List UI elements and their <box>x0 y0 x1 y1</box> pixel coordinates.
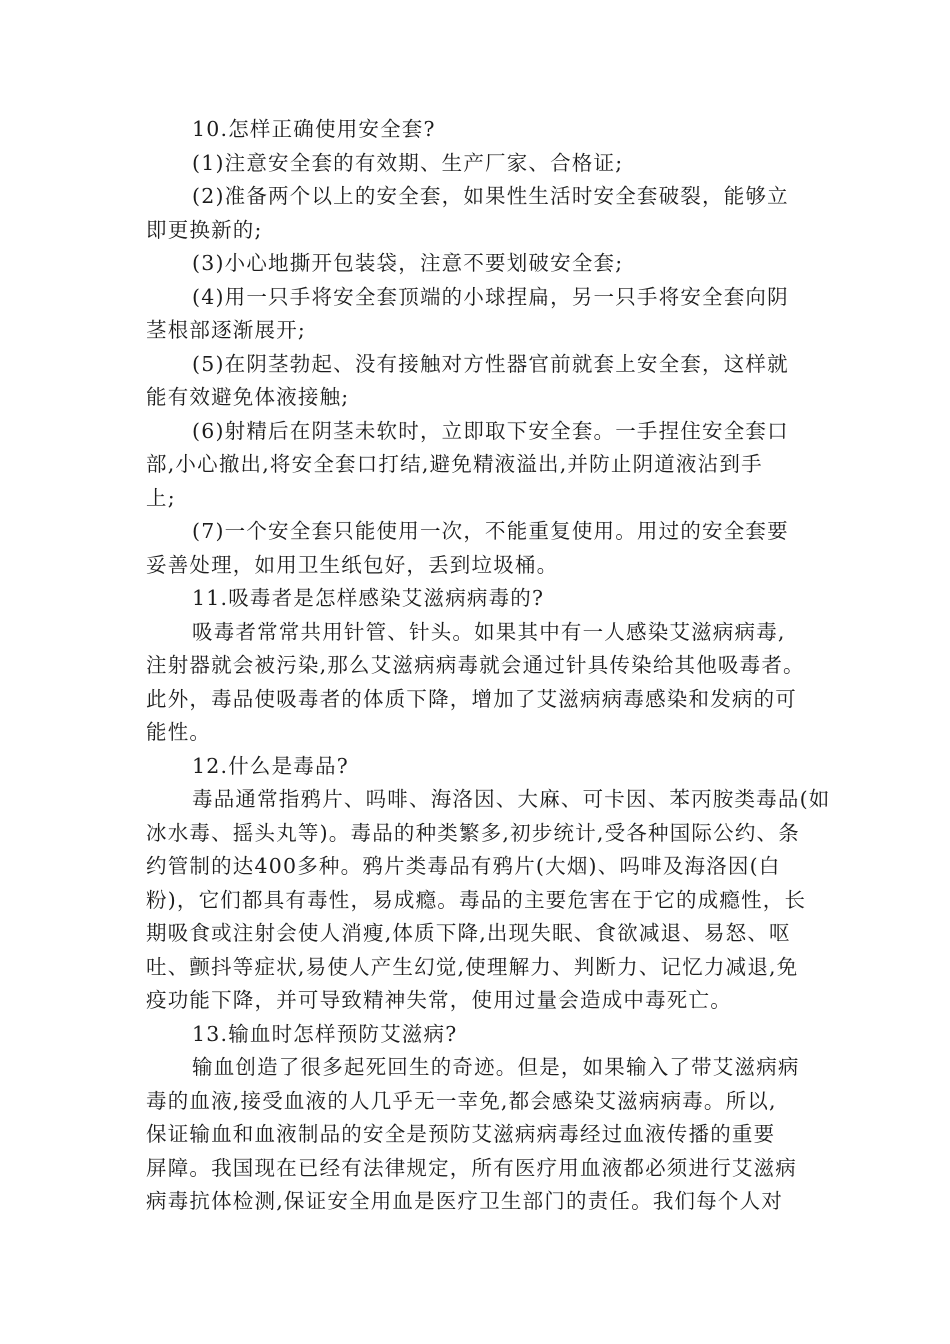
text-line: 上; <box>146 485 176 510</box>
text-line: 保证输血和血液制品的安全是预防艾滋病病毒经过血液传播的重要 <box>146 1122 776 1146</box>
text-line: 毒的血液,接受血液的人几乎无一幸免,都会感染艾滋病病毒。所以, <box>146 1088 777 1113</box>
text-line: (2)准备两个以上的安全套，如果性生活时安全套破裂，能够立 <box>192 184 789 208</box>
list-item <box>146 515 806 582</box>
text-line: 输血创造了很多起死回生的奇迹。但是，如果输入了带艾滋病病 <box>192 1055 800 1079</box>
text-line: 妥善处理，如用卫生纸包好，丢到垃圾桶。 <box>146 552 559 577</box>
list-item <box>146 415 806 516</box>
list-item <box>146 247 806 281</box>
text-line: 即更换新的; <box>146 217 263 242</box>
section-heading <box>146 750 806 784</box>
text-line: 疫功能下降，并可导致精神失常，使用过量会造成中毒死亡。 <box>146 988 732 1012</box>
text-line: 能性。 <box>146 720 212 744</box>
text-line: 期吸食或注射会使人消瘦,体质下降,出现失眠、食欲减退、易怒、呕 <box>146 921 791 945</box>
paragraph <box>146 1051 806 1219</box>
list-item <box>146 281 806 348</box>
text-line: 毒品通常指鸦片、吗啡、海洛因、大麻、可卡因、苯丙胺类毒品(如 <box>192 787 831 811</box>
heading-text: 10.怎样正确使用安全套? <box>192 117 436 141</box>
text-line: 粉)，它们都具有毒性，易成瘾。毒品的主要危害在于它的成瘾性，长 <box>146 887 807 912</box>
text-line: 吸毒者常常共用针管、针头。如果其中有一人感染艾滋病病毒, <box>192 619 786 644</box>
text-line: 病毒抗体检测,保证安全用血是医疗卫生部门的责任。我们每个人对 <box>146 1189 784 1213</box>
heading-text: 11.吸毒者是怎样感染艾滋病病毒的? <box>192 586 545 610</box>
paragraph <box>146 783 831 1018</box>
text-line: 能有效避免体液接触; <box>146 385 350 409</box>
text-line: (7)一个安全套只能使用一次，不能重复使用。用过的安全套要 <box>192 519 789 543</box>
paragraph <box>146 616 806 750</box>
text-line: 此外，毒品使吸毒者的体质下降，增加了艾滋病病毒感染和发病的可 <box>146 686 797 711</box>
heading-text: 13.输血时怎样预防艾滋病? <box>192 1021 458 1046</box>
list-item <box>146 180 806 247</box>
text-line: 屏障。我国现在已经有法律规定，所有医疗用血液都必须进行艾滋病 <box>146 1155 797 1180</box>
text-line: 部,小心撤出,将安全套口打结,避免精液溢出,并防止阴道液沾到手 <box>146 452 763 476</box>
text-line: (4)用一只手将安全套顶端的小球捏扁，另一只手将安全套向阴 <box>192 284 789 309</box>
document-body <box>146 113 831 1219</box>
text-line: 茎根部逐渐展开; <box>146 318 307 342</box>
text-line: (1)注意安全套的有效期、生产厂家、合格证; <box>192 150 624 175</box>
text-line: 冰水毒、摇头丸等)。毒品的种类繁多,初步统计,受各种国际公约、条 <box>146 820 800 845</box>
section-heading <box>146 113 806 147</box>
heading-text: 12.什么是毒品? <box>192 753 349 778</box>
text-line: 注射器就会被污染,那么艾滋病病毒就会通过针具传染给其他吸毒者。 <box>146 653 805 677</box>
text-line: 约管制的达400多种。鸦片类毒品有鸦片(大烟)、吗啡及海洛因(白 <box>146 854 781 878</box>
list-item <box>146 348 806 415</box>
text-line: (3)小心地撕开包装袋，注意不要划破安全套; <box>192 251 624 275</box>
list-item <box>146 147 806 181</box>
text-line: (6)射精后在阴茎未软时，立即取下安全套。一手捏住安全套口 <box>192 418 789 443</box>
text-line: (5)在阴茎勃起、没有接触对方性器官前就套上安全套，这样就 <box>192 351 789 376</box>
section-heading <box>146 582 806 616</box>
text-line: 吐、颤抖等症状,易使人产生幻觉,使理解力、判断力、记忆力减退,免 <box>146 954 799 979</box>
section-heading <box>146 1018 806 1052</box>
